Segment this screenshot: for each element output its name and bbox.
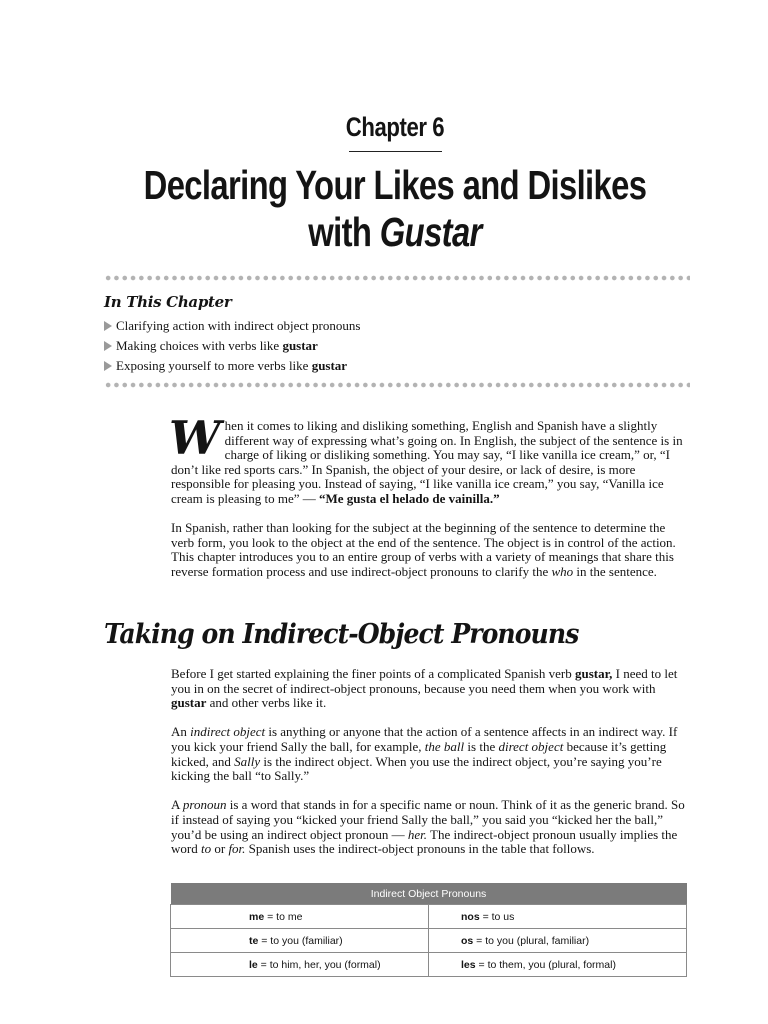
section-text — [171, 667, 686, 871]
text-run-bold: gustar, — [574, 666, 613, 681]
table-row — [171, 953, 687, 977]
text-run: is the indirect object. When you use the indirect object, you’re saying you’re kicking the ball “to Sally.” — [171, 753, 662, 784]
chapter-title-prefix: with — [308, 209, 380, 255]
bullet-triangle-icon — [104, 341, 112, 351]
pronoun: me — [249, 910, 265, 923]
dotted-divider-top — [104, 275, 690, 281]
text-run: An — [171, 724, 191, 740]
chapter-title-italic: Gustar — [379, 209, 482, 255]
intro-p1-text: hen it comes to liking and disliking something, English and Spanish have a slightly different way of expressing what’s going on. In English, the subject of the sentence is in charge of liking or disliking something. You may say, “I like vanilla ice cream,” or, “I don’t like red sports cars.” In Spanish, the object of your desire, or lack of desire, is more responsible for pleasing you. Instead of saying, “I like vanilla ice cream,” you say, “Vanilla ice cream is pleasing to me” — — [171, 418, 683, 506]
list-item — [104, 336, 360, 356]
text-run-italic: for. — [228, 841, 246, 857]
pronoun-meaning: = to us — [479, 910, 515, 923]
table-cell — [171, 953, 429, 977]
table-row — [171, 929, 687, 953]
text-run-italic: pronoun — [182, 797, 227, 813]
intro-p1-bold: “Me gusta el helado de vainilla.” — [319, 490, 500, 506]
intro-paragraph-1 — [169, 411, 686, 507]
text-run: because it’s getting kicked, and — [171, 738, 667, 769]
text-run-italic: indirect object — [190, 724, 266, 740]
text-run: I need to let you in on the secret of indirect-object pronouns, because you need them when you work with — [171, 666, 678, 696]
chapter-title-line2 — [79, 209, 711, 256]
table-row — [171, 905, 687, 929]
pronoun-meaning: = to me — [264, 910, 303, 923]
intro-p2-text: In Spanish, rather than looking for the subject at the beginning of the sentence to determine the verb form, you look to the object at the end of the sentence. The object is in control of the action. This chapter introduces you to an entire group of verbs with a variety of meanings that share this reverse formation process and use indirect-object pronouns to clarify the — [171, 520, 676, 579]
list-item — [104, 316, 360, 336]
list-item-text: Making choices with verbs like — [116, 338, 280, 353]
drop-cap: W — [169, 411, 221, 465]
text-run-italic: direct object — [498, 738, 564, 754]
text-run: The indirect-object pronoun usually implies the word — [171, 826, 678, 857]
bullet-triangle-icon — [104, 361, 112, 371]
in-this-chapter-list — [104, 316, 360, 376]
chapter-number: Chapter 6 — [345, 112, 445, 142]
text-run-bold: gustar — [171, 695, 207, 711]
list-item-bold: gustar — [282, 338, 318, 353]
table-header-row — [171, 883, 687, 905]
table-cell — [171, 905, 429, 929]
indirect-object-pronouns-table — [170, 883, 687, 977]
pronoun-meaning: = to them, you (plural, formal) — [475, 958, 616, 971]
text-run-italic: the ball — [424, 738, 465, 754]
text-run: A — [171, 797, 183, 813]
pronoun-meaning: = to him, her, you (formal) — [257, 958, 381, 971]
text-run: is a word that stands in for a specific name or noun. Think of it as the generic brand. So if instead of saying you “kicked your friend Sally the ball,” you said you “kicked her the ball,” you’d be using an indirect object pronoun — — [171, 797, 685, 842]
text-run-italic: to — [200, 841, 212, 857]
intro-p2-end: in the sentence. — [573, 563, 657, 579]
text-run: Before I get started explaining the finer points of a complicated Spanish verb — [171, 666, 575, 681]
pronoun: os — [461, 934, 474, 947]
list-item-text: Exposing yourself to more verbs like — [116, 358, 309, 373]
bullet-triangle-icon — [104, 321, 112, 331]
pronoun-meaning: = to you (familiar) — [258, 934, 343, 947]
text-run: or — [211, 841, 229, 857]
table-cell — [171, 929, 429, 953]
section-paragraph-2 — [171, 725, 686, 783]
table-cell — [429, 929, 687, 953]
text-run-italic: Sally — [234, 753, 261, 769]
in-this-chapter-heading: In This Chapter — [104, 293, 232, 311]
pronoun: le — [249, 958, 258, 971]
pronoun: les — [461, 958, 476, 971]
chapter-title-line1: Declaring Your Likes and Dislikes — [143, 162, 647, 208]
table-cell — [429, 953, 687, 977]
intro-paragraph-2 — [171, 521, 686, 579]
text-run: is anything or anyone that the action of a sentence affects in an indirect way. If you kick your friend Sally the ball, for example, — [171, 724, 678, 754]
list-item-text: Clarifying action with indirect object pronouns — [116, 318, 361, 333]
text-run: Spanish uses the indirect-object pronouns in the table that follows. — [245, 841, 595, 857]
text-run-italic: her. — [407, 826, 427, 842]
dotted-divider-bottom — [104, 382, 690, 388]
section-paragraph-3 — [171, 798, 686, 856]
section-paragraph-1 — [171, 667, 686, 711]
intro-text — [169, 411, 686, 594]
intro-p2-italic: who — [551, 563, 574, 579]
pronoun-meaning: = to you (plural, familiar) — [473, 934, 590, 947]
chapter-title — [79, 162, 711, 256]
pronoun: nos — [461, 910, 480, 923]
section-heading: Taking on Indirect-Object Pronouns — [104, 619, 579, 650]
table-cell — [429, 905, 687, 929]
list-item-bold: gustar — [311, 358, 348, 373]
text-run: is the — [464, 738, 499, 754]
list-item — [104, 356, 360, 376]
chapter-number-underline — [349, 151, 442, 152]
text-run: and other verbs like it. — [206, 695, 327, 711]
pronoun: te — [249, 934, 259, 947]
table-title: Indirect Object Pronouns — [171, 883, 687, 905]
